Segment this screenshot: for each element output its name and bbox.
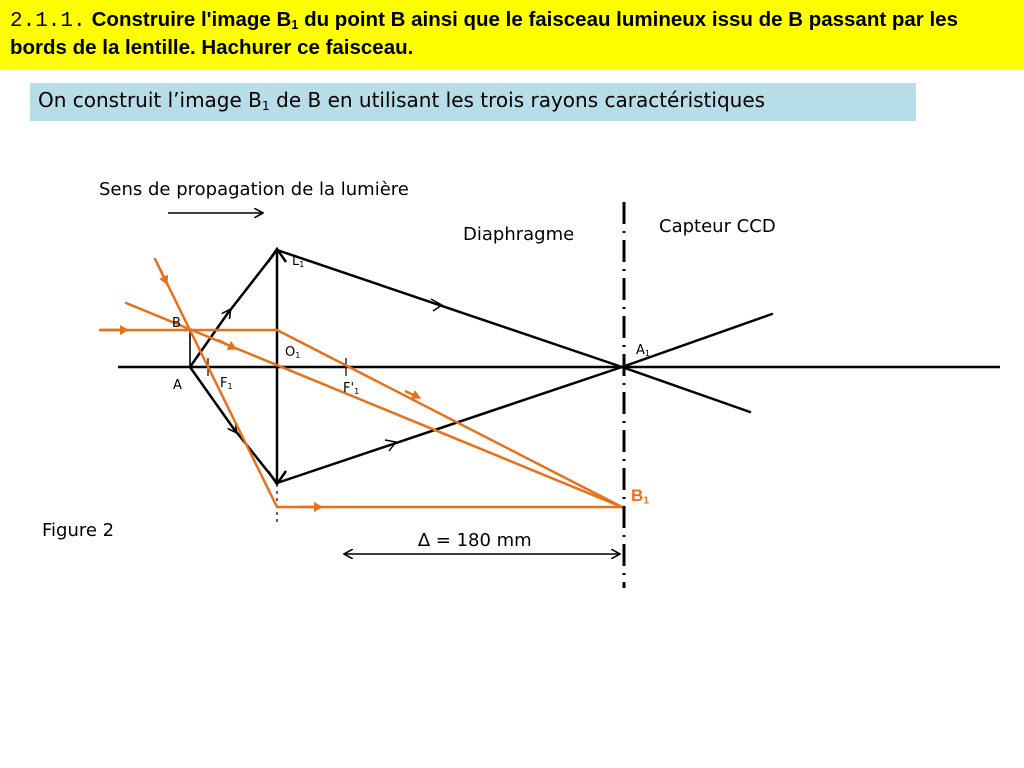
distance-label: ∆ = 180 mm	[418, 530, 532, 551]
subtitle-text-start: On construit l’image B	[38, 88, 262, 112]
focus-F1-prime-label: $F'_1$	[343, 381, 360, 396]
question-number: 2.1.1.	[10, 10, 86, 33]
lens-L1-label: $L_1$	[292, 254, 305, 269]
question-subscript: 1	[291, 17, 299, 33]
diaphragm-label: Diaphragme	[463, 224, 575, 245]
point-B-label: B	[172, 316, 181, 331]
center-O1-label: $O_1$	[285, 345, 301, 360]
figure-label: Figure 2	[42, 520, 115, 541]
point-A-label: A	[173, 378, 182, 393]
subtitle-subscript: 1	[261, 98, 270, 114]
image-A1-label: $A_1$	[636, 343, 651, 358]
propagation-label: Sens de propagation de la lumière	[99, 179, 409, 200]
question-text-end: du point B ainsi que le faisceau lumineux issu de B passant par les bords de la lentille. Hachurer ce faisceau.	[10, 8, 958, 59]
question-text-start: Construire l'image B	[91, 8, 292, 31]
sensor-label: Capteur CCD	[659, 216, 776, 237]
image-B1-label: $B_1$	[631, 486, 650, 507]
subtitle-text-end: de B en utilisant les trois rayons caractéristiques	[269, 88, 766, 112]
focus-F1-label: $F_1$	[220, 376, 233, 391]
